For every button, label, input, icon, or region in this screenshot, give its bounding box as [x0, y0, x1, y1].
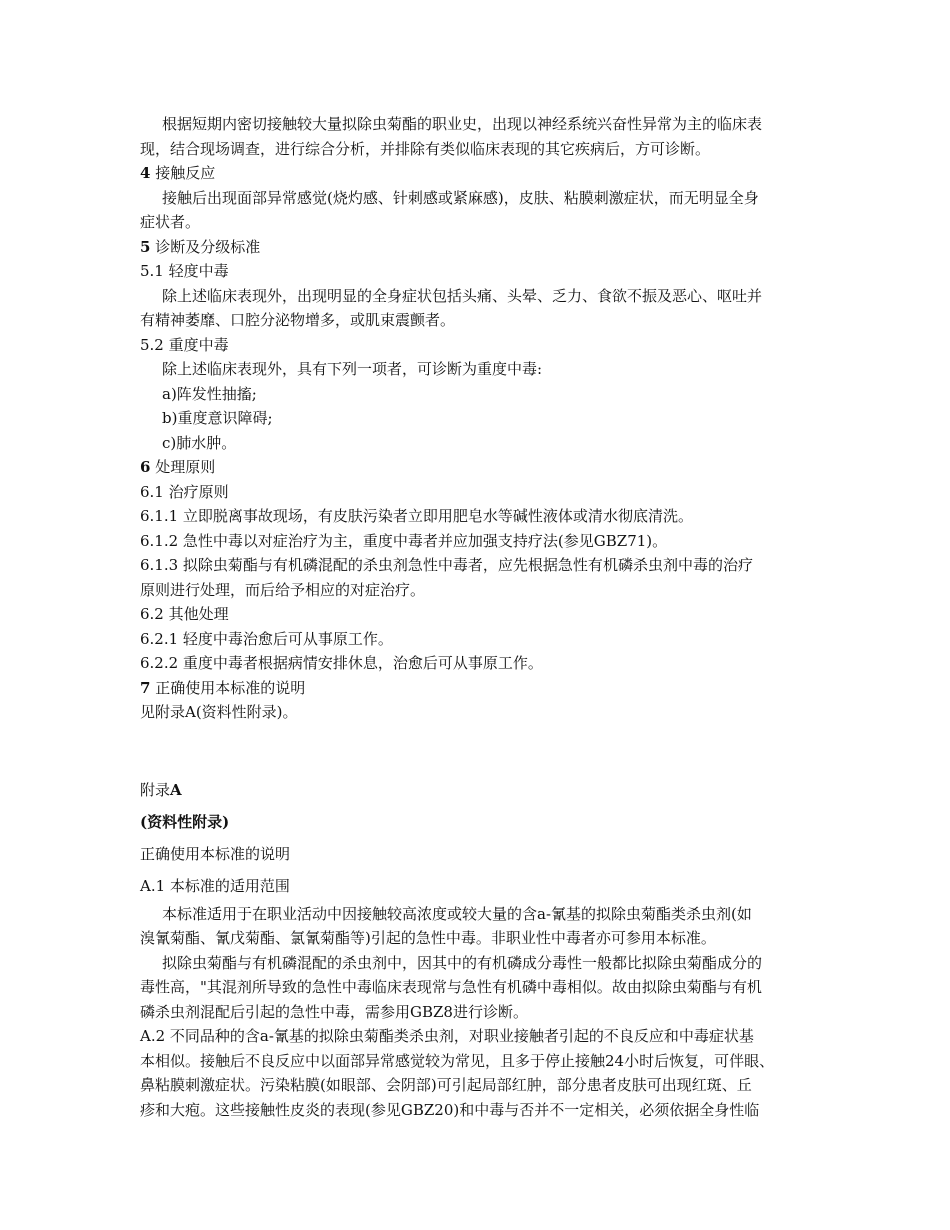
section-4-line-2: 症状者。 — [140, 213, 201, 231]
list-item-c: c)肺水肿。 — [162, 433, 237, 452]
section-5-1-heading: 5.1 轻度中毒 — [140, 262, 229, 280]
appendix-a2-line-3: 鼻粘膜刺激症状。污染粘膜(如眼部、会阴部)可引起局部红肿，部分患者皮肤可出现红斑、丘 — [140, 1076, 752, 1094]
section-5-2-heading: 5.2 重度中毒 — [140, 335, 229, 354]
section-7-number: 7 — [140, 678, 151, 697]
section-4-heading — [140, 161, 812, 186]
appendix-a1-p2-line-2: 毒性高，"其混剂所导致的急性中毒临床表现常与急性有机磷中毒相似。故由拟除虫菊酯与有机 — [140, 978, 762, 996]
section-4-title: 接触反应 — [155, 164, 216, 182]
list-item-a: a)阵发性抽搐; — [162, 384, 257, 403]
section-6-number: 6 — [140, 458, 151, 476]
appendix-a2-line-4: 疹和大疱。这些接触性皮炎的表现(参见GBZ20)和中毒与否并不一定相关，必须依据全身性临 — [140, 1100, 760, 1119]
section-6-1-heading: 6.1 治疗原则 — [140, 482, 229, 501]
appendix-title-prefix: 附录 — [140, 780, 171, 799]
appendix-title — [140, 774, 812, 806]
section-5-number: 5 — [140, 237, 151, 256]
section-6-heading — [140, 455, 812, 480]
section-5-2-line-1: 除上述临床表现外，具有下列一项者，可诊断为重度中毒: — [162, 360, 543, 378]
section-spacer — [140, 725, 812, 774]
section-7-title: 正确使用本标准的说明 — [155, 678, 306, 697]
section-7-line-1: 见附录A(资料性附录)。 — [140, 703, 298, 721]
appendix-heading: 正确使用本标准的说明 — [140, 844, 291, 863]
section-6-1-3-line-2: 原则进行处理，而后给予相应的对症治疗。 — [140, 580, 426, 599]
appendix-a1-p1-line-2: 溴氰菊酯、氰戊菊酯、氯氰菊酯等)引起的急性中毒。非职业性中毒者亦可参用本标准。 — [140, 929, 716, 947]
section-4-line-1: 接触后出现面部异常感觉(烧灼感、针刺感或紧麻感)，皮肤、粘膜刺激症状，而无明显全身 — [162, 188, 759, 207]
appendix-a1-p1-line-1: 本标准适用于在职业活动中因接触较高浓度或较大量的含a-氰基的拟除虫菊酯类杀虫剂(如 — [162, 904, 752, 923]
appendix-title-letter: A — [170, 780, 182, 799]
appendix-a1-heading: A.1 本标准的适用范围 — [140, 876, 290, 895]
section-6-1-1: 6.1.1 立即脱离事故现场，有皮肤污染者立即用肥皂水等碱性液体或清水彻底清洗。 — [140, 507, 693, 525]
section-5-title: 诊断及分级标准 — [155, 237, 261, 256]
section-6-1-3-line-1: 6.1.3 拟除虫菊酯与有机磷混配的杀虫剂急性中毒者，应先根据急性有机磷杀虫剂中毒的治疗 — [140, 556, 753, 574]
intro-paragraph-line-2: 现，结合现场调查，进行综合分析，并排除有类似临床表现的其它疾病后，方可诊断。 — [140, 139, 711, 158]
section-5-1-line-2: 有精神萎靡、口腔分泌物增多，或肌束震颤者。 — [140, 311, 456, 329]
section-6-2-heading: 6.2 其他处理 — [140, 605, 229, 623]
section-6-2-2: 6.2.2 重度中毒者根据病情安排休息，治愈后可从事原工作。 — [140, 654, 543, 672]
appendix-a1-p2-line-1: 拟除虫菊酯与有机磷混配的杀虫剂中，因其中的有机磷成分毒性一般都比拟除虫菊酯成分的 — [162, 953, 763, 972]
section-5-1-line-1: 除上述临床表现外，出现明显的全身症状包括头痛、头晕、乏力、食欲不振及恶心、呕吐并 — [162, 286, 763, 305]
section-6-title: 处理原则 — [155, 458, 216, 476]
section-6-1-2: 6.1.2 急性中毒以对症治疗为主，重度中毒者并应加强支持疗法(参见GBZ71)。 — [140, 531, 668, 550]
appendix-subtitle: (资料性附录) — [140, 812, 230, 831]
section-7-heading — [140, 676, 812, 701]
appendix-a2-line-1: A.2 不同品种的含a-氰基的拟除虫菊酯类杀虫剂，对职业接触者引起的不良反应和中毒症状基 — [140, 1027, 754, 1045]
section-4-number: 4 — [140, 164, 151, 182]
document-page — [140, 112, 812, 1122]
list-item-b: b)重度意识障碍; — [162, 409, 273, 427]
section-6-2-1: 6.2.1 轻度中毒治愈后可从事原工作。 — [140, 629, 393, 648]
intro-paragraph-line-1: 根据短期内密切接触较大量拟除虫菊酯的职业史，出现以神经系统兴奋性异常为主的临床表 — [162, 115, 763, 133]
appendix-a1-p2-line-3: 磷杀虫剂混配后引起的急性中毒，需参用GBZ8进行诊断。 — [140, 1002, 528, 1021]
appendix-a2-line-2: 本相似。接触后不良反应中以面部异常感觉较为常见，且多于停止接触24小时后恢复，可伴眼、 — [140, 1051, 775, 1070]
section-5-heading — [140, 235, 812, 260]
